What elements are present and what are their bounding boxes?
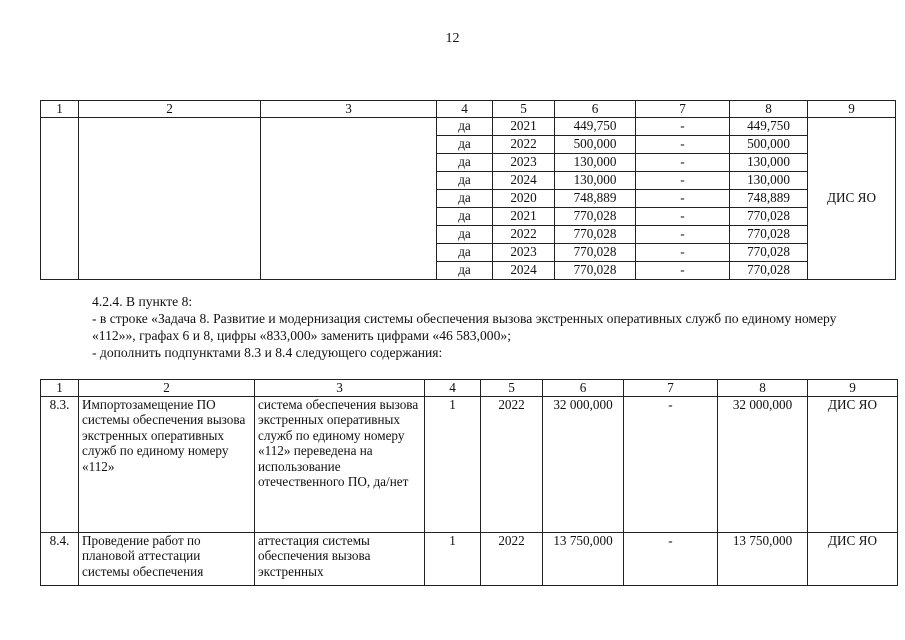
budget-table-continued [40, 100, 896, 280]
cell-flag: да [437, 117, 493, 135]
column-header: 5 [493, 101, 555, 118]
cell-total: 130,000 [555, 171, 636, 189]
cell-value: 1 [425, 532, 481, 585]
cell-flag: да [437, 189, 493, 207]
cell-flag: да [437, 243, 493, 261]
table-row [41, 532, 898, 585]
cell-executor: ДИС ЯО [808, 396, 898, 532]
cell-year: 2023 [493, 243, 555, 261]
cell-federal: - [636, 189, 730, 207]
column-header: 9 [808, 380, 898, 397]
cell-federal: - [636, 117, 730, 135]
cell-regional: 500,000 [730, 135, 808, 153]
cell-total: 770,028 [555, 225, 636, 243]
cell-number: 8.3. [41, 396, 79, 532]
table-header-row [41, 101, 896, 118]
cell-federal: - [636, 153, 730, 171]
cell-total: 130,000 [555, 153, 636, 171]
column-header: 3 [255, 380, 425, 397]
amendment-text [40, 293, 863, 361]
cell-regional: 130,000 [730, 171, 808, 189]
cell-regional: 13 750,000 [718, 532, 808, 585]
cell-total: 449,750 [555, 117, 636, 135]
cell-flag: да [437, 207, 493, 225]
cell-year: 2024 [493, 171, 555, 189]
cell-year: 2022 [493, 225, 555, 243]
column-header: 7 [636, 101, 730, 118]
amendment-line-1-text: - в строке «Задача 8. Развитие и модернизация системы обеспечения вызова экстренных оперативных служб по единому номеру «112»», графах 6 и 8, цифры «833,000» заменить цифрами «46 583,000»; [92, 311, 837, 343]
table-row [41, 117, 896, 135]
column-header: 4 [437, 101, 493, 118]
column-header: 5 [481, 380, 543, 397]
cell-year: 2023 [493, 153, 555, 171]
cell-regional: 770,028 [730, 207, 808, 225]
column-header: 7 [624, 380, 718, 397]
cell-federal: - [636, 207, 730, 225]
cell-regional: 770,028 [730, 243, 808, 261]
cell-flag: да [437, 153, 493, 171]
cell-total: 13 750,000 [543, 532, 624, 585]
cell-year: 2024 [493, 261, 555, 279]
empty-cell [41, 117, 79, 279]
cell-value: 1 [425, 396, 481, 532]
amendment-line-1 [40, 310, 863, 344]
cell-flag: да [437, 171, 493, 189]
section-heading: 4.2.4. В пункте 8: [92, 294, 193, 309]
page-number: 12 [445, 31, 460, 46]
column-header: 4 [425, 380, 481, 397]
cell-name: Проведение работ по плановой аттестации системы обеспечения [79, 532, 255, 585]
subpoints-table [40, 379, 898, 586]
empty-cell [79, 117, 261, 279]
cell-year: 2022 [493, 135, 555, 153]
column-header: 3 [261, 101, 437, 118]
column-header: 1 [41, 101, 79, 118]
cell-regional: 748,889 [730, 189, 808, 207]
cell-total: 770,028 [555, 261, 636, 279]
cell-total: 748,889 [555, 189, 636, 207]
column-header: 6 [543, 380, 624, 397]
column-header: 8 [718, 380, 808, 397]
cell-name: Импортозамещение ПО системы обеспечения вызова экстренных оперативных служб по единому номеру «112» [79, 396, 255, 532]
cell-flag: да [437, 225, 493, 243]
table-row [41, 396, 898, 532]
column-header: 9 [808, 101, 896, 118]
cell-total: 770,028 [555, 243, 636, 261]
cell-federal: - [624, 396, 718, 532]
cell-year: 2022 [481, 396, 543, 532]
cell-total: 770,028 [555, 207, 636, 225]
cell-federal: - [636, 171, 730, 189]
cell-regional: 770,028 [730, 225, 808, 243]
column-header: 6 [555, 101, 636, 118]
cell-regional: 449,750 [730, 117, 808, 135]
cell-regional: 770,028 [730, 261, 808, 279]
column-header: 1 [41, 380, 79, 397]
cell-federal: - [624, 532, 718, 585]
column-header: 8 [730, 101, 808, 118]
cell-indicator: аттестация системы обеспечения вызова экстренных [255, 532, 425, 585]
cell-federal: - [636, 243, 730, 261]
cell-year: 2021 [493, 207, 555, 225]
cell-number: 8.4. [41, 532, 79, 585]
cell-flag: да [437, 135, 493, 153]
cell-total: 500,000 [555, 135, 636, 153]
cell-indicator: система обеспечения вызова экстренных оперативных служб по единому номеру «112» переведена на использование отечественного ПО, да/нет [255, 396, 425, 532]
cell-regional: 130,000 [730, 153, 808, 171]
cell-flag: да [437, 261, 493, 279]
cell-federal: - [636, 261, 730, 279]
cell-year: 2020 [493, 189, 555, 207]
empty-cell [261, 117, 437, 279]
cell-federal: - [636, 225, 730, 243]
amendment-line-2: - дополнить подпунктами 8.3 и 8.4 следующего содержания: [92, 345, 443, 360]
column-header: 2 [79, 380, 255, 397]
cell-year: 2021 [493, 117, 555, 135]
cell-regional: 32 000,000 [718, 396, 808, 532]
executor-cell: ДИС ЯО [808, 117, 896, 279]
cell-federal: - [636, 135, 730, 153]
table-header-row [41, 380, 898, 397]
cell-executor: ДИС ЯО [808, 532, 898, 585]
cell-year: 2022 [481, 532, 543, 585]
column-header: 2 [79, 101, 261, 118]
cell-total: 32 000,000 [543, 396, 624, 532]
